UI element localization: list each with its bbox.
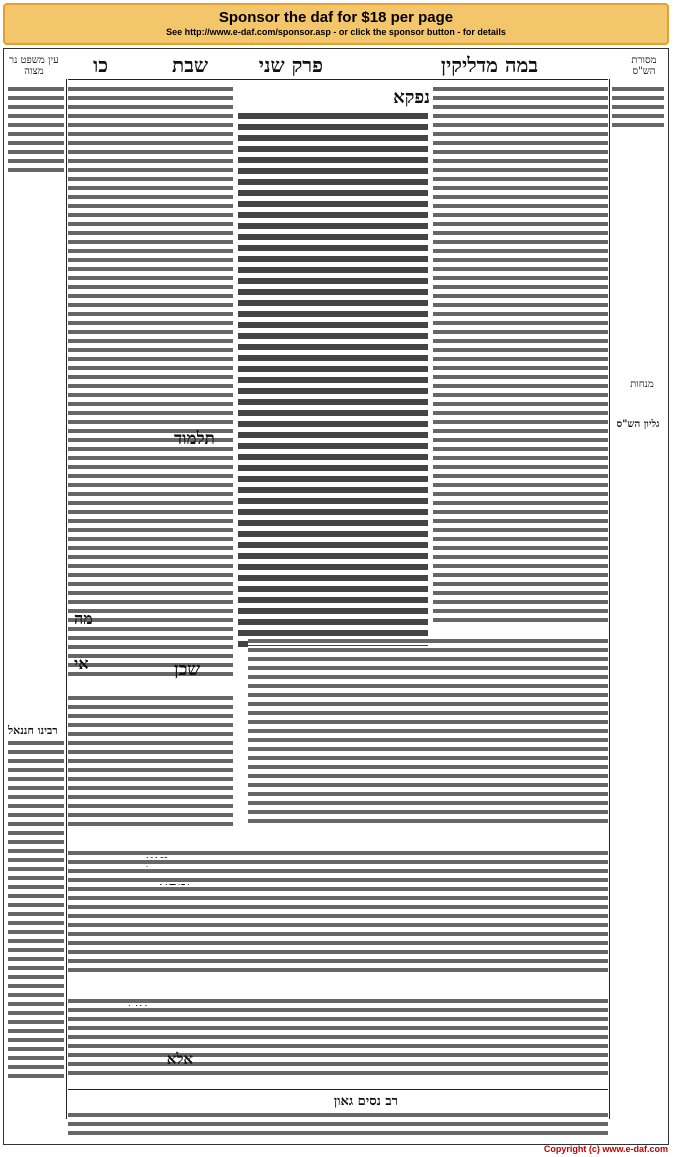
mesoret-column xyxy=(612,85,664,1105)
mesoret-label: מסורת הש"ס xyxy=(631,55,657,77)
rashi-column xyxy=(433,85,608,625)
keyword-ai: אי xyxy=(74,654,89,673)
tosafot-lower xyxy=(68,694,233,842)
keyword-shen: שכן xyxy=(174,659,201,680)
tosafot-bottom xyxy=(68,849,608,989)
rav-nissim-text xyxy=(68,1111,608,1139)
gemara-text xyxy=(238,111,428,651)
right-margin-rule xyxy=(609,79,610,1119)
keyword-ma: מה xyxy=(74,609,93,628)
sponsor-title[interactable]: Sponsor the daf for $18 per page xyxy=(218,9,454,26)
sponsor-banner[interactable] xyxy=(3,3,669,45)
gilyon-label: גליון הש"ס xyxy=(616,419,660,430)
left-margin-rule xyxy=(66,79,67,1119)
copyright-notice[interactable]: Copyright (c) www.e-daf.com xyxy=(543,1144,668,1154)
rabbeinu-chananel-title: רבינו חננאל xyxy=(8,724,58,737)
rashi-lower xyxy=(248,637,608,842)
keyword-nafka: נפקא xyxy=(393,87,430,108)
daf-number: כו xyxy=(93,53,108,77)
bottom-rule xyxy=(68,1089,608,1090)
chapter-title: במה מדליקין xyxy=(440,53,538,77)
sponsor-subtitle[interactable]: See http://www.e-daf.com/sponsor.asp - or click the sponsor button - for details xyxy=(166,27,506,37)
rav-nissim-title: רב נסים גאון xyxy=(333,1094,398,1109)
header-rule xyxy=(68,79,608,80)
tosafot-column xyxy=(68,85,233,685)
menachot-label: מנחות xyxy=(630,379,654,390)
ein-mishpat-column xyxy=(8,85,64,285)
tosafot-end xyxy=(68,997,608,1085)
tractate-title: שבת xyxy=(172,53,208,77)
keyword-ela: אלא xyxy=(166,1050,193,1068)
talmud-page xyxy=(3,48,669,1145)
keyword-talmud: תלמוד xyxy=(174,429,215,449)
ein-mishpat-label: עין משפט נר מצוה xyxy=(9,55,59,77)
rabbeinu-chananel-text xyxy=(8,739,64,1119)
perek-title: פרק שני xyxy=(258,53,323,77)
